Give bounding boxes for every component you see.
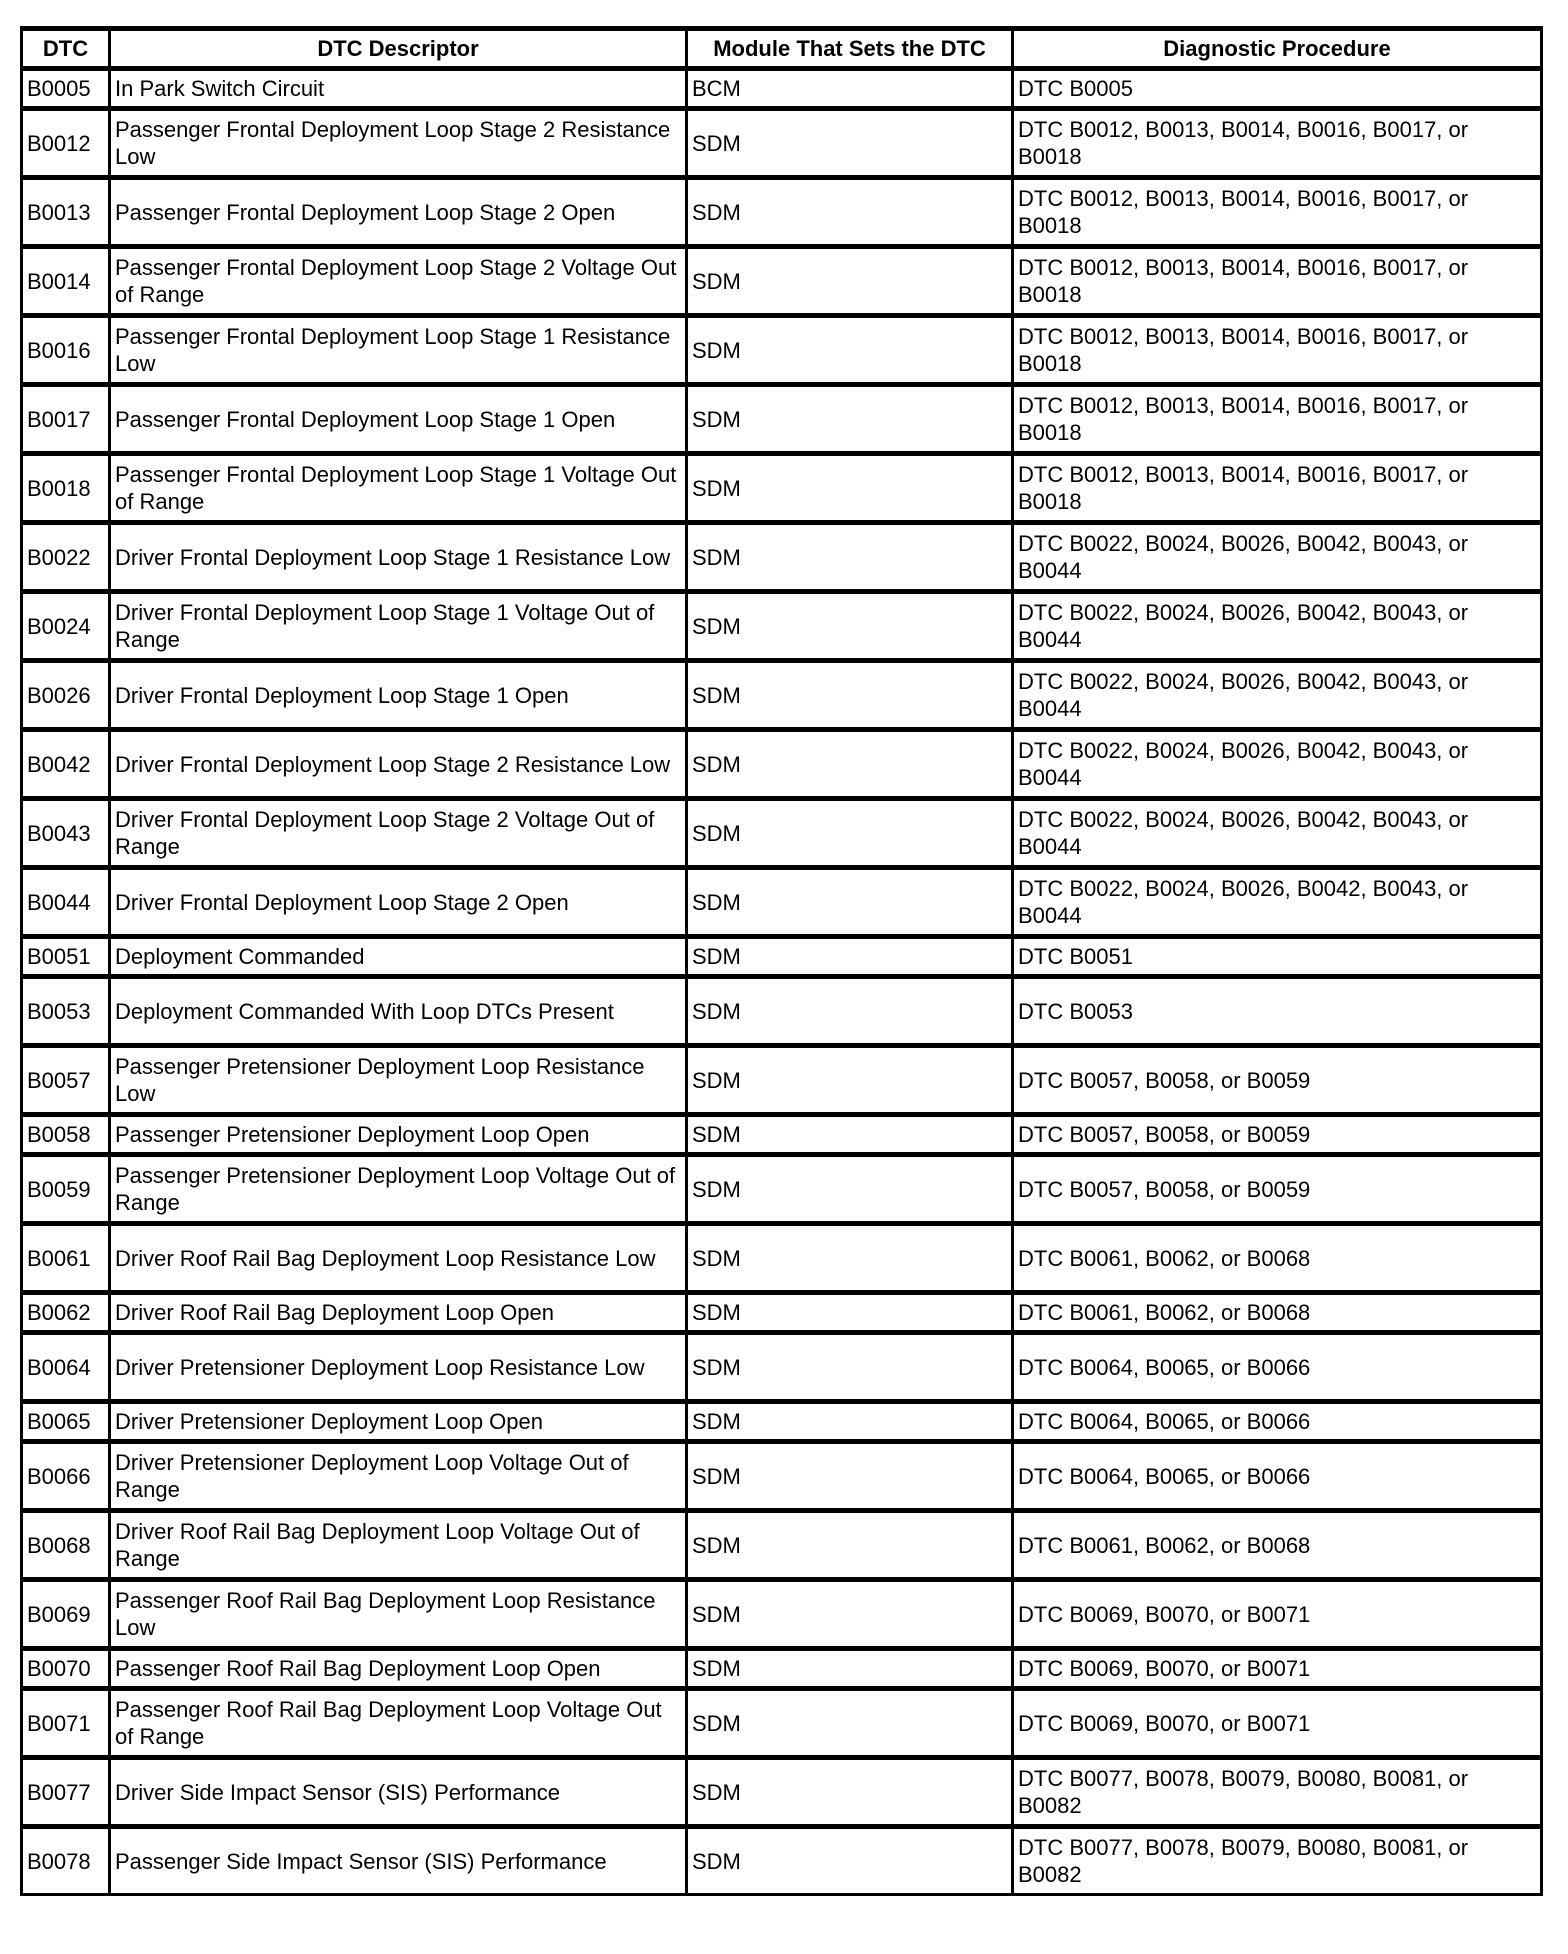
dtc-cell: B0066 (22, 1442, 110, 1511)
descriptor-cell: Driver Frontal Deployment Loop Stage 2 Voltage Out of Range (110, 799, 687, 868)
header-procedure: Diagnostic Procedure (1013, 29, 1542, 69)
table-row (22, 316, 1542, 385)
descriptor-cell: Passenger Frontal Deployment Loop Stage 2 Resistance Low (110, 109, 687, 178)
dtc-cell: B0024 (22, 592, 110, 661)
dtc-cell: B0059 (22, 1155, 110, 1224)
procedure-cell: DTC B0012, B0013, B0014, B0016, B0017, or B0018 (1013, 454, 1542, 523)
descriptor-cell: Passenger Pretensioner Deployment Loop Resistance Low (110, 1046, 687, 1115)
descriptor-cell: Passenger Roof Rail Bag Deployment Loop Resistance Low (110, 1580, 687, 1649)
descriptor-cell: Passenger Frontal Deployment Loop Stage 2 Voltage Out of Range (110, 247, 687, 316)
table-row (22, 1402, 1542, 1442)
module-cell: SDM (687, 1333, 1013, 1402)
dtc-cell: B0017 (22, 385, 110, 454)
dtc-cell: B0071 (22, 1689, 110, 1758)
descriptor-cell: Driver Side Impact Sensor (SIS) Performance (110, 1758, 687, 1827)
table-row (22, 69, 1542, 109)
table-row (22, 1511, 1542, 1580)
module-cell: SDM (687, 799, 1013, 868)
module-cell: SDM (687, 1580, 1013, 1649)
dtc-cell: B0018 (22, 454, 110, 523)
module-cell: SDM (687, 1827, 1013, 1895)
table-row (22, 868, 1542, 937)
descriptor-cell: Driver Frontal Deployment Loop Stage 1 Open (110, 661, 687, 730)
module-cell: SDM (687, 1442, 1013, 1511)
descriptor-cell: Driver Roof Rail Bag Deployment Loop Open (110, 1293, 687, 1333)
module-cell: SDM (687, 178, 1013, 247)
table-row (22, 592, 1542, 661)
table-row (22, 1046, 1542, 1115)
table-row (22, 523, 1542, 592)
procedure-cell: DTC B0064, B0065, or B0066 (1013, 1442, 1542, 1511)
descriptor-cell: Passenger Frontal Deployment Loop Stage 2 Open (110, 178, 687, 247)
dtc-cell: B0051 (22, 937, 110, 977)
module-cell: SDM (687, 1155, 1013, 1224)
module-cell: SDM (687, 523, 1013, 592)
procedure-cell: DTC B0005 (1013, 69, 1542, 109)
dtc-cell: B0044 (22, 868, 110, 937)
descriptor-cell: Passenger Pretensioner Deployment Loop Voltage Out of Range (110, 1155, 687, 1224)
procedure-cell: DTC B0077, B0078, B0079, B0080, B0081, or B0082 (1013, 1827, 1542, 1895)
module-cell: SDM (687, 937, 1013, 977)
descriptor-cell: Deployment Commanded With Loop DTCs Present (110, 977, 687, 1046)
module-cell: SDM (687, 1758, 1013, 1827)
dtc-cell: B0061 (22, 1224, 110, 1293)
descriptor-cell: Passenger Roof Rail Bag Deployment Loop Voltage Out of Range (110, 1689, 687, 1758)
dtc-cell: B0043 (22, 799, 110, 868)
procedure-cell: DTC B0077, B0078, B0079, B0080, B0081, or B0082 (1013, 1758, 1542, 1827)
table-row (22, 661, 1542, 730)
table-row (22, 1155, 1542, 1224)
table-row (22, 937, 1542, 977)
procedure-cell: DTC B0069, B0070, or B0071 (1013, 1580, 1542, 1649)
procedure-cell: DTC B0053 (1013, 977, 1542, 1046)
table-row (22, 1649, 1542, 1689)
module-cell: SDM (687, 385, 1013, 454)
module-cell: SDM (687, 730, 1013, 799)
procedure-cell: DTC B0022, B0024, B0026, B0042, B0043, or B0044 (1013, 799, 1542, 868)
table-row (22, 1224, 1542, 1293)
table-row (22, 1333, 1542, 1402)
descriptor-cell: Passenger Frontal Deployment Loop Stage 1 Resistance Low (110, 316, 687, 385)
table-row (22, 109, 1542, 178)
module-cell: SDM (687, 977, 1013, 1046)
procedure-cell: DTC B0061, B0062, or B0068 (1013, 1224, 1542, 1293)
table-row (22, 1442, 1542, 1511)
procedure-cell: DTC B0022, B0024, B0026, B0042, B0043, or B0044 (1013, 523, 1542, 592)
table-row (22, 178, 1542, 247)
table-row (22, 1827, 1542, 1895)
procedure-cell: DTC B0069, B0070, or B0071 (1013, 1689, 1542, 1758)
dtc-cell: B0057 (22, 1046, 110, 1115)
procedure-cell: DTC B0022, B0024, B0026, B0042, B0043, or B0044 (1013, 730, 1542, 799)
descriptor-cell: Passenger Frontal Deployment Loop Stage 1 Voltage Out of Range (110, 454, 687, 523)
module-cell: SDM (687, 868, 1013, 937)
descriptor-cell: Deployment Commanded (110, 937, 687, 977)
procedure-cell: DTC B0064, B0065, or B0066 (1013, 1402, 1542, 1442)
header-descriptor: DTC Descriptor (110, 29, 687, 69)
table-row (22, 799, 1542, 868)
module-cell: SDM (687, 1224, 1013, 1293)
procedure-cell: DTC B0064, B0065, or B0066 (1013, 1333, 1542, 1402)
module-cell: SDM (687, 1689, 1013, 1758)
module-cell: SDM (687, 1402, 1013, 1442)
dtc-cell: B0042 (22, 730, 110, 799)
procedure-cell: DTC B0057, B0058, or B0059 (1013, 1115, 1542, 1155)
descriptor-cell: Driver Roof Rail Bag Deployment Loop Resistance Low (110, 1224, 687, 1293)
descriptor-cell: Driver Pretensioner Deployment Loop Voltage Out of Range (110, 1442, 687, 1511)
procedure-cell: DTC B0051 (1013, 937, 1542, 977)
procedure-cell: DTC B0022, B0024, B0026, B0042, B0043, or B0044 (1013, 868, 1542, 937)
dtc-cell: B0013 (22, 178, 110, 247)
header-module: Module That Sets the DTC (687, 29, 1013, 69)
table-row (22, 1115, 1542, 1155)
table-row (22, 730, 1542, 799)
descriptor-cell: Driver Pretensioner Deployment Loop Resistance Low (110, 1333, 687, 1402)
descriptor-cell: Passenger Side Impact Sensor (SIS) Performance (110, 1827, 687, 1895)
procedure-cell: DTC B0061, B0062, or B0068 (1013, 1511, 1542, 1580)
dtc-cell: B0069 (22, 1580, 110, 1649)
module-cell: BCM (687, 69, 1013, 109)
table-row (22, 1580, 1542, 1649)
dtc-cell: B0005 (22, 69, 110, 109)
module-cell: SDM (687, 592, 1013, 661)
table-row (22, 247, 1542, 316)
table-row (22, 977, 1542, 1046)
dtc-cell: B0062 (22, 1293, 110, 1333)
procedure-cell: DTC B0061, B0062, or B0068 (1013, 1293, 1542, 1333)
descriptor-cell: Driver Frontal Deployment Loop Stage 2 Resistance Low (110, 730, 687, 799)
dtc-cell: B0014 (22, 247, 110, 316)
dtc-cell: B0012 (22, 109, 110, 178)
procedure-cell: DTC B0069, B0070, or B0071 (1013, 1649, 1542, 1689)
dtc-cell: B0064 (22, 1333, 110, 1402)
dtc-cell: B0068 (22, 1511, 110, 1580)
header-row (22, 29, 1542, 69)
dtc-cell: B0070 (22, 1649, 110, 1689)
table-row (22, 454, 1542, 523)
procedure-cell: DTC B0022, B0024, B0026, B0042, B0043, or B0044 (1013, 661, 1542, 730)
dtc-cell: B0058 (22, 1115, 110, 1155)
procedure-cell: DTC B0012, B0013, B0014, B0016, B0017, or B0018 (1013, 109, 1542, 178)
procedure-cell: DTC B0012, B0013, B0014, B0016, B0017, or B0018 (1013, 385, 1542, 454)
dtc-cell: B0016 (22, 316, 110, 385)
descriptor-cell: Driver Roof Rail Bag Deployment Loop Voltage Out of Range (110, 1511, 687, 1580)
procedure-cell: DTC B0012, B0013, B0014, B0016, B0017, or B0018 (1013, 178, 1542, 247)
procedure-cell: DTC B0057, B0058, or B0059 (1013, 1046, 1542, 1115)
module-cell: SDM (687, 1649, 1013, 1689)
procedure-cell: DTC B0012, B0013, B0014, B0016, B0017, or B0018 (1013, 247, 1542, 316)
table-row (22, 1689, 1542, 1758)
dtc-table (20, 26, 1543, 1896)
descriptor-cell: In Park Switch Circuit (110, 69, 687, 109)
dtc-cell: B0026 (22, 661, 110, 730)
procedure-cell: DTC B0022, B0024, B0026, B0042, B0043, or B0044 (1013, 592, 1542, 661)
dtc-cell: B0077 (22, 1758, 110, 1827)
descriptor-cell: Driver Frontal Deployment Loop Stage 1 Voltage Out of Range (110, 592, 687, 661)
table-row (22, 385, 1542, 454)
descriptor-cell: Driver Pretensioner Deployment Loop Open (110, 1402, 687, 1442)
procedure-cell: DTC B0012, B0013, B0014, B0016, B0017, or B0018 (1013, 316, 1542, 385)
dtc-cell: B0065 (22, 1402, 110, 1442)
descriptor-cell: Driver Frontal Deployment Loop Stage 1 Resistance Low (110, 523, 687, 592)
module-cell: SDM (687, 1046, 1013, 1115)
descriptor-cell: Passenger Pretensioner Deployment Loop Open (110, 1115, 687, 1155)
descriptor-cell: Driver Frontal Deployment Loop Stage 2 Open (110, 868, 687, 937)
table-row (22, 1293, 1542, 1333)
module-cell: SDM (687, 661, 1013, 730)
dtc-cell: B0078 (22, 1827, 110, 1895)
module-cell: SDM (687, 1293, 1013, 1333)
procedure-cell: DTC B0057, B0058, or B0059 (1013, 1155, 1542, 1224)
module-cell: SDM (687, 316, 1013, 385)
table-row (22, 1758, 1542, 1827)
header-dtc: DTC (22, 29, 110, 69)
module-cell: SDM (687, 247, 1013, 316)
dtc-cell: B0022 (22, 523, 110, 592)
descriptor-cell: Passenger Frontal Deployment Loop Stage 1 Open (110, 385, 687, 454)
module-cell: SDM (687, 109, 1013, 178)
module-cell: SDM (687, 1115, 1013, 1155)
module-cell: SDM (687, 454, 1013, 523)
descriptor-cell: Passenger Roof Rail Bag Deployment Loop Open (110, 1649, 687, 1689)
dtc-cell: B0053 (22, 977, 110, 1046)
module-cell: SDM (687, 1511, 1013, 1580)
